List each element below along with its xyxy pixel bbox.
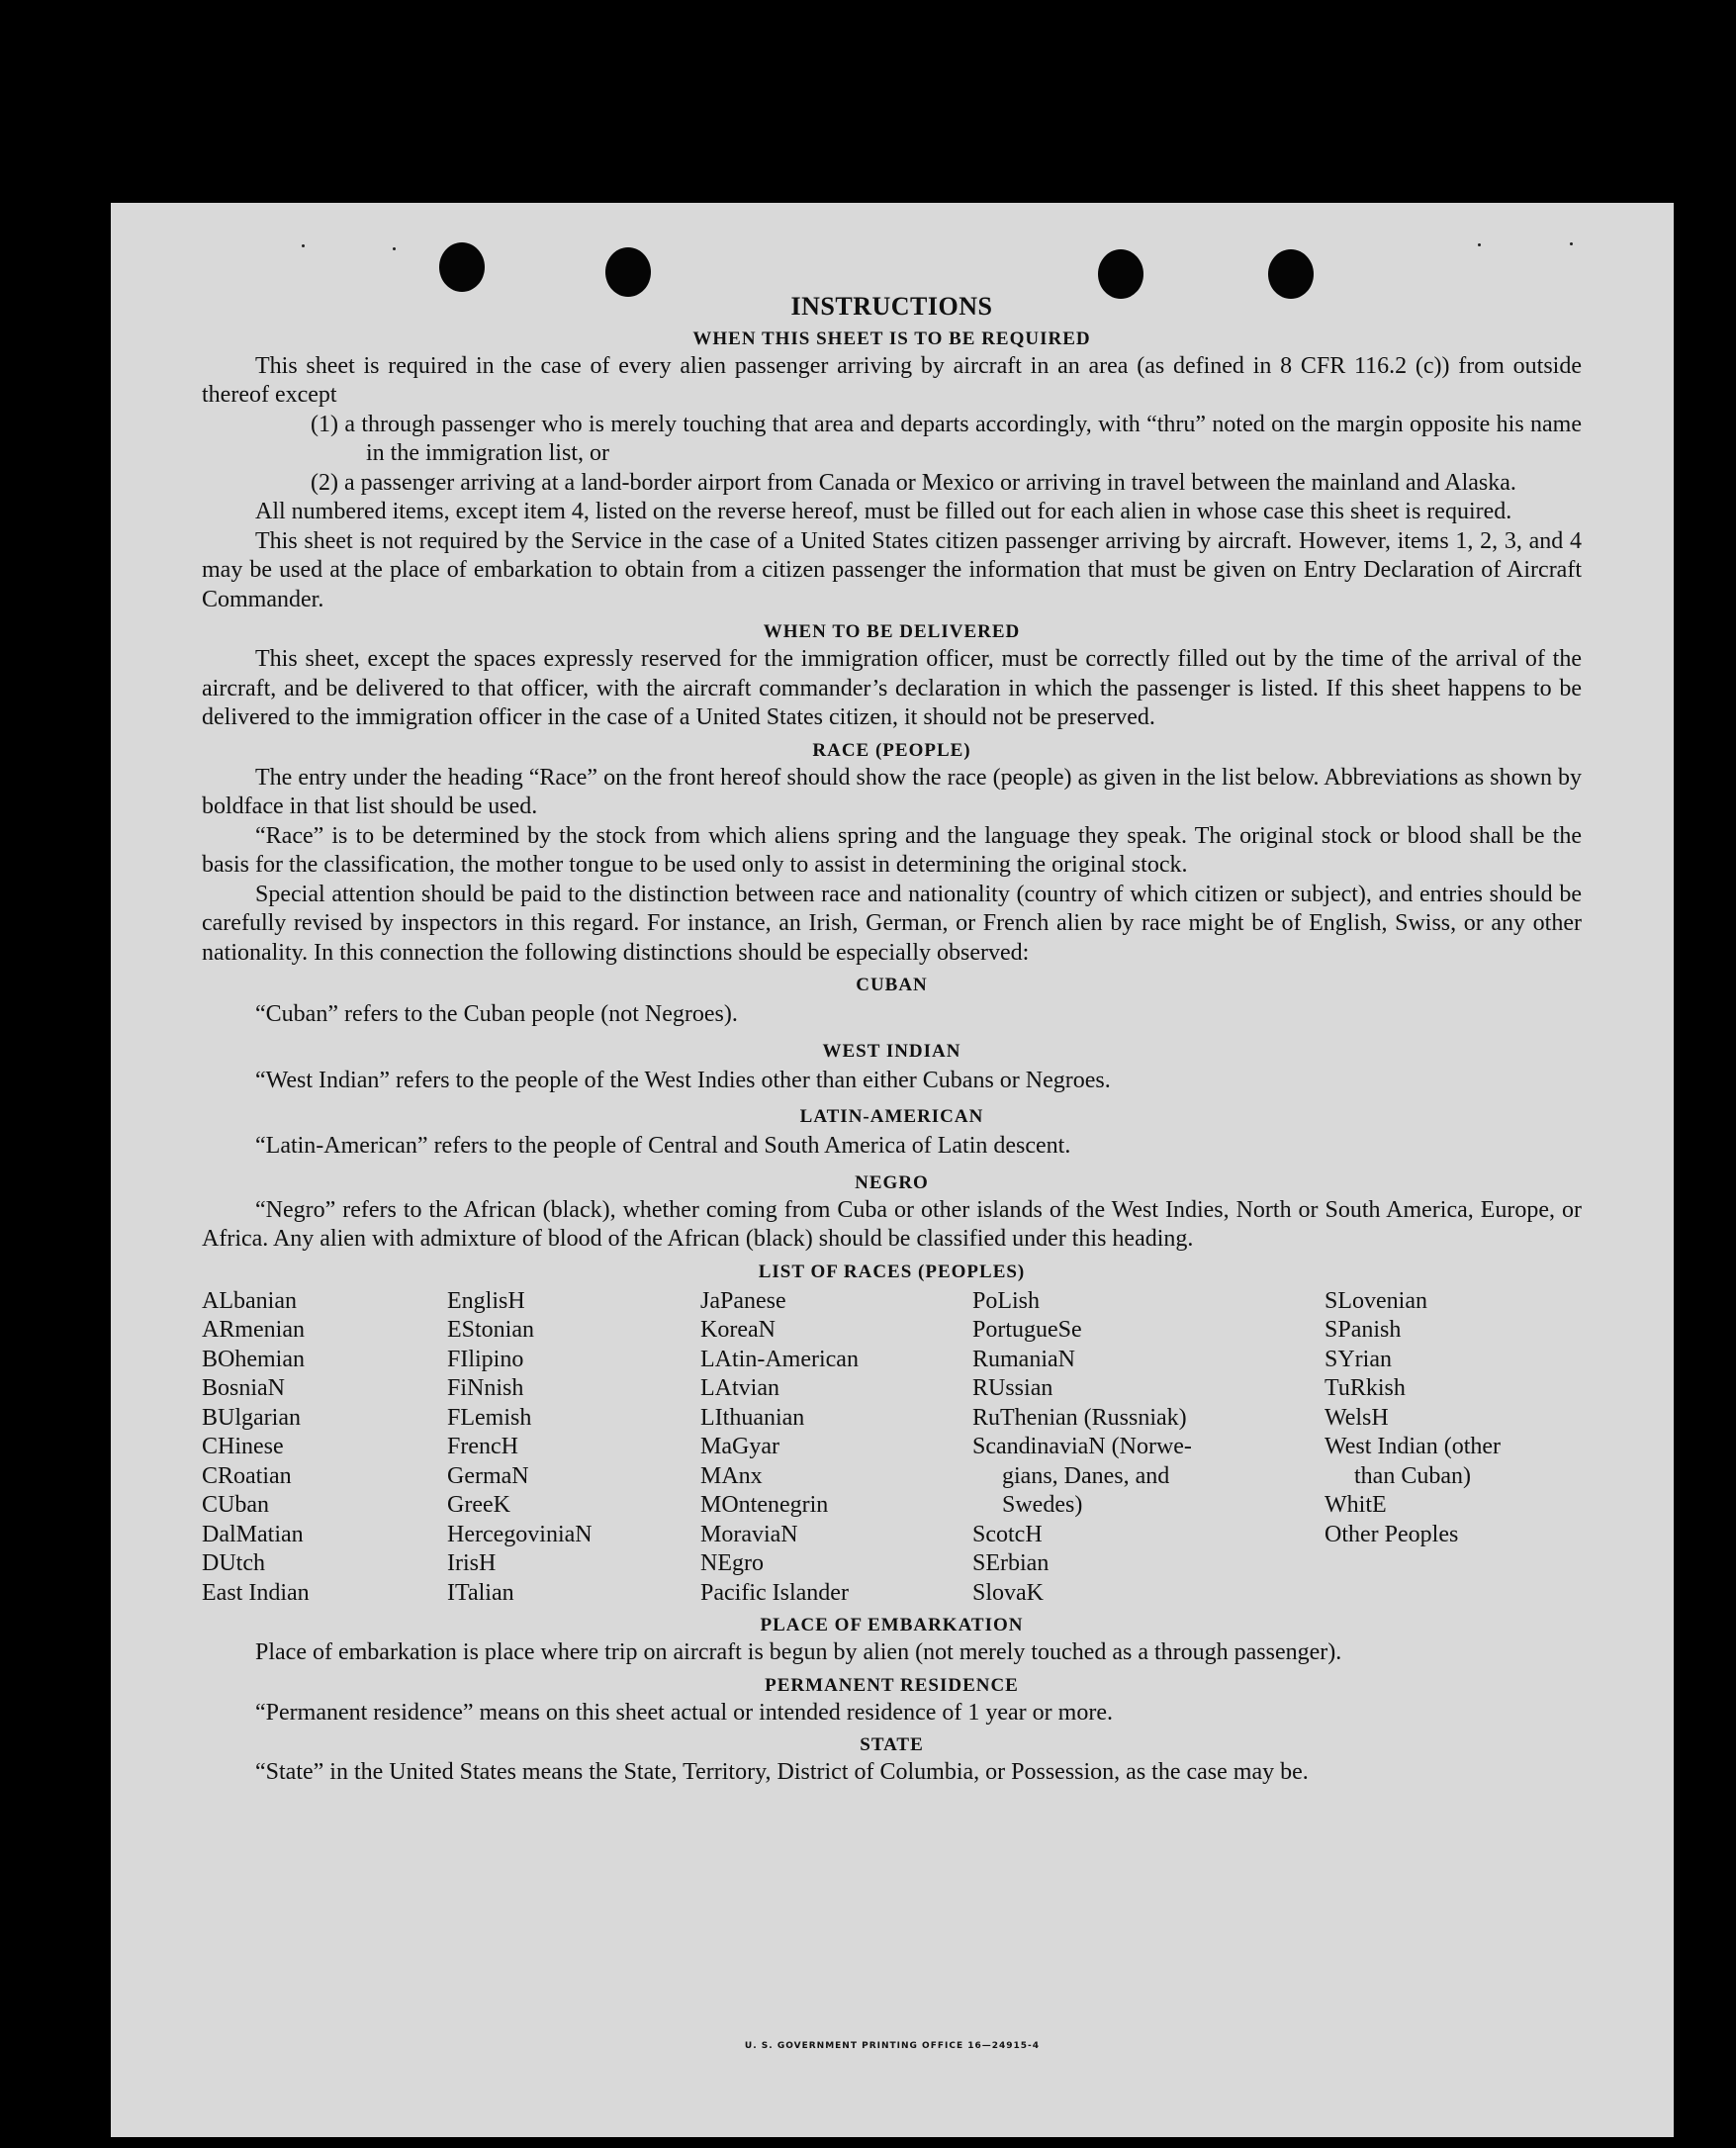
race-item: CHinese xyxy=(202,1434,284,1459)
race-item: EnglisH xyxy=(447,1287,525,1314)
race-list xyxy=(202,1287,1582,1609)
race-item: SErbian xyxy=(972,1550,1050,1576)
race-item: IrisH xyxy=(447,1550,497,1576)
section-heading: LIST OF RACES (PEOPLES) xyxy=(758,1261,1026,1282)
definition: “Permanent residence” means on this sheet actual or intended residence of 1 year or more. xyxy=(255,1699,1113,1726)
race-item: Pacific Islander xyxy=(700,1579,849,1606)
race-item: FLemish xyxy=(447,1404,532,1431)
punch-hole xyxy=(439,242,485,292)
race-item: ALbanian xyxy=(202,1287,297,1314)
race-item: GreeK xyxy=(447,1492,510,1518)
race-item: RumaniaN xyxy=(972,1346,1075,1372)
race-column xyxy=(1325,1287,1582,1609)
race-item: GermaN xyxy=(447,1462,529,1489)
paragraph: Special attention should be paid to the distinction between race and nationality (country of which citizen or subject), and entries should be carefully revised by inspectors in this regard. For instance, an Irish, German, or French alien by race might be of English, Swiss, or any other nationality. In this connection the following distinctions should be especially observed: xyxy=(202,881,1582,966)
paragraph: This sheet, except the spaces expressly reserved for the immigration officer, must be correctly filled out by the time of the arrival of the aircraft, and be delivered to that officer, with the aircraft commander’s declaration in which the passenger is listed. If this sheet happens to be delivered to the immigration officer in the case of a United States citizen, it should not be preserved. xyxy=(202,646,1582,730)
race-item: MAnx xyxy=(700,1462,763,1489)
page-title: INSTRUCTIONS xyxy=(790,292,993,321)
race-item: PortugueSe xyxy=(972,1317,1082,1343)
race-item: DUtch xyxy=(202,1550,265,1576)
race-item: West Indian (other xyxy=(1325,1434,1502,1459)
section-heading: CUBAN xyxy=(856,975,928,995)
section-heading: RACE (PEOPLE) xyxy=(812,739,971,761)
race-item: East Indian xyxy=(202,1579,310,1606)
paragraph: This sheet is required in the case of every alien passenger arriving by aircraft in an area (as defined in 8 CFR 116.2 (c)) from outside thereof except xyxy=(202,352,1582,408)
race-item: ITalian xyxy=(447,1579,514,1606)
paragraph: The entry under the heading “Race” on the front hereof should show the race (people) as given in the list below. Abbreviations as shown by boldface in that list should be used. xyxy=(202,764,1582,819)
paragraph: All numbered items, except item 4, listed on the reverse hereof, must be filled out for each alien in whose case this sheet is required. xyxy=(255,499,1512,524)
race-item: SPanish xyxy=(1325,1317,1402,1343)
speck xyxy=(302,244,305,247)
race-item: BOhemian xyxy=(202,1346,305,1372)
race-item: BosniaN xyxy=(202,1375,285,1401)
race-item-continued: gians, Danes, and xyxy=(1002,1462,1170,1489)
race-item: RuThenian (Russniak) xyxy=(972,1404,1187,1431)
race-item: RUssian xyxy=(972,1375,1053,1401)
section-heading: WHEN TO BE DELIVERED xyxy=(763,621,1021,642)
section-heading: NEGRO xyxy=(855,1171,929,1193)
race-item: HercegoviniaN xyxy=(447,1521,593,1547)
section-heading: WHEN THIS SHEET IS TO BE REQUIRED xyxy=(692,327,1091,349)
punch-hole xyxy=(605,247,651,297)
section-heading: STATE xyxy=(860,1734,924,1755)
race-item: MOntenegrin xyxy=(700,1492,829,1518)
race-item: KoreaN xyxy=(700,1317,776,1343)
printer-imprint: U. S. GOVERNMENT PRINTING OFFICE 16—24915-4 xyxy=(744,2041,1041,2051)
race-item: CRoatian xyxy=(202,1462,292,1489)
race-item: BUlgarian xyxy=(202,1404,301,1431)
definition: “West Indian” refers to the people of the West Indies other than either Cubans or Negroes. xyxy=(255,1067,1111,1093)
section-heading: PLACE OF EMBARKATION xyxy=(760,1615,1024,1635)
race-item: NEgro xyxy=(700,1550,764,1576)
race-item: EStonian xyxy=(447,1317,534,1343)
race-item: WelsH xyxy=(1325,1404,1389,1431)
instructions-body xyxy=(202,292,1582,1788)
race-item: SLovenian xyxy=(1325,1287,1427,1314)
race-item: PoLish xyxy=(972,1287,1041,1314)
race-item: MaGyar xyxy=(700,1434,779,1459)
race-item: JaPanese xyxy=(700,1287,786,1314)
race-item: FrencH xyxy=(447,1434,518,1459)
race-item: ARmenian xyxy=(202,1317,305,1343)
race-item: Other Peoples xyxy=(1325,1521,1459,1547)
race-item: ScotcH xyxy=(972,1521,1043,1547)
definition: Place of embarkation is place where trip on aircraft is begun by alien (not merely touched as a through passenger). xyxy=(255,1639,1342,1665)
definition: “State” in the United States means the State, Territory, District of Columbia, or Possession, as the case may be. xyxy=(255,1759,1309,1785)
race-column xyxy=(447,1287,700,1609)
speck xyxy=(393,247,396,250)
section-heading: LATIN-AMERICAN xyxy=(799,1106,984,1127)
race-column xyxy=(202,1287,447,1609)
list-item: (1) a through passenger who is merely touching that area and departs accordingly, with “thru” noted on the margin opposite his name in the immigration list, or xyxy=(311,411,1582,466)
race-item: DalMatian xyxy=(202,1521,304,1547)
race-item-continued: than Cuban) xyxy=(1354,1462,1471,1489)
speck xyxy=(1478,243,1481,246)
section-heading: PERMANENT RESIDENCE xyxy=(765,1674,1019,1696)
paragraph: “Race” is to be determined by the stock from which aliens spring and the language they speak. The original stock or blood shall be the basis for the classification, the mother tongue to be used only to assist in determining the original stock. xyxy=(202,822,1582,878)
race-item: SYrian xyxy=(1325,1346,1392,1372)
definition: “Cuban” refers to the Cuban people (not Negroes). xyxy=(255,1001,738,1027)
section-heading: WEST INDIAN xyxy=(822,1040,961,1062)
race-column xyxy=(700,1287,972,1609)
race-item: SlovaK xyxy=(972,1579,1044,1606)
race-item: MoraviaN xyxy=(700,1521,798,1547)
race-item-continued: Swedes) xyxy=(1002,1492,1083,1518)
race-column xyxy=(972,1287,1325,1609)
race-item: TuRkish xyxy=(1325,1375,1406,1401)
race-item: FiNnish xyxy=(447,1375,524,1401)
definition: “Negro” refers to the African (black), whether coming from Cuba or other islands of the West Indies, North or South America, Europe, or Africa. Any alien with admixture of blood of the African (black) should be classified under this heading. xyxy=(202,1196,1582,1252)
paragraph: This sheet is not required by the Service in the case of a United States citizen passenger arriving by aircraft. However, items 1, 2, 3, and 4 may be used at the place of embarkation to obtain from a citizen passenger the information that must be given on Entry Declaration of Aircraft Commander. xyxy=(202,527,1582,612)
race-item: CUban xyxy=(202,1492,269,1518)
race-item: ScandinaviaN (Norwe- xyxy=(972,1434,1192,1459)
race-item: FIlipino xyxy=(447,1346,524,1372)
race-item: LIthuanian xyxy=(700,1404,805,1431)
race-item: LAtvian xyxy=(700,1375,779,1401)
race-item: LAtin-American xyxy=(700,1346,859,1372)
definition: “Latin-American” refers to the people of Central and South America of Latin descent. xyxy=(255,1133,1071,1159)
speck xyxy=(1570,242,1573,245)
list-item: (2) a passenger arriving at a land-border airport from Canada or Mexico or arriving in travel between the mainland and Alaska. xyxy=(311,469,1516,496)
form-sheet xyxy=(111,203,1674,2137)
race-item: WhitE xyxy=(1325,1492,1387,1518)
